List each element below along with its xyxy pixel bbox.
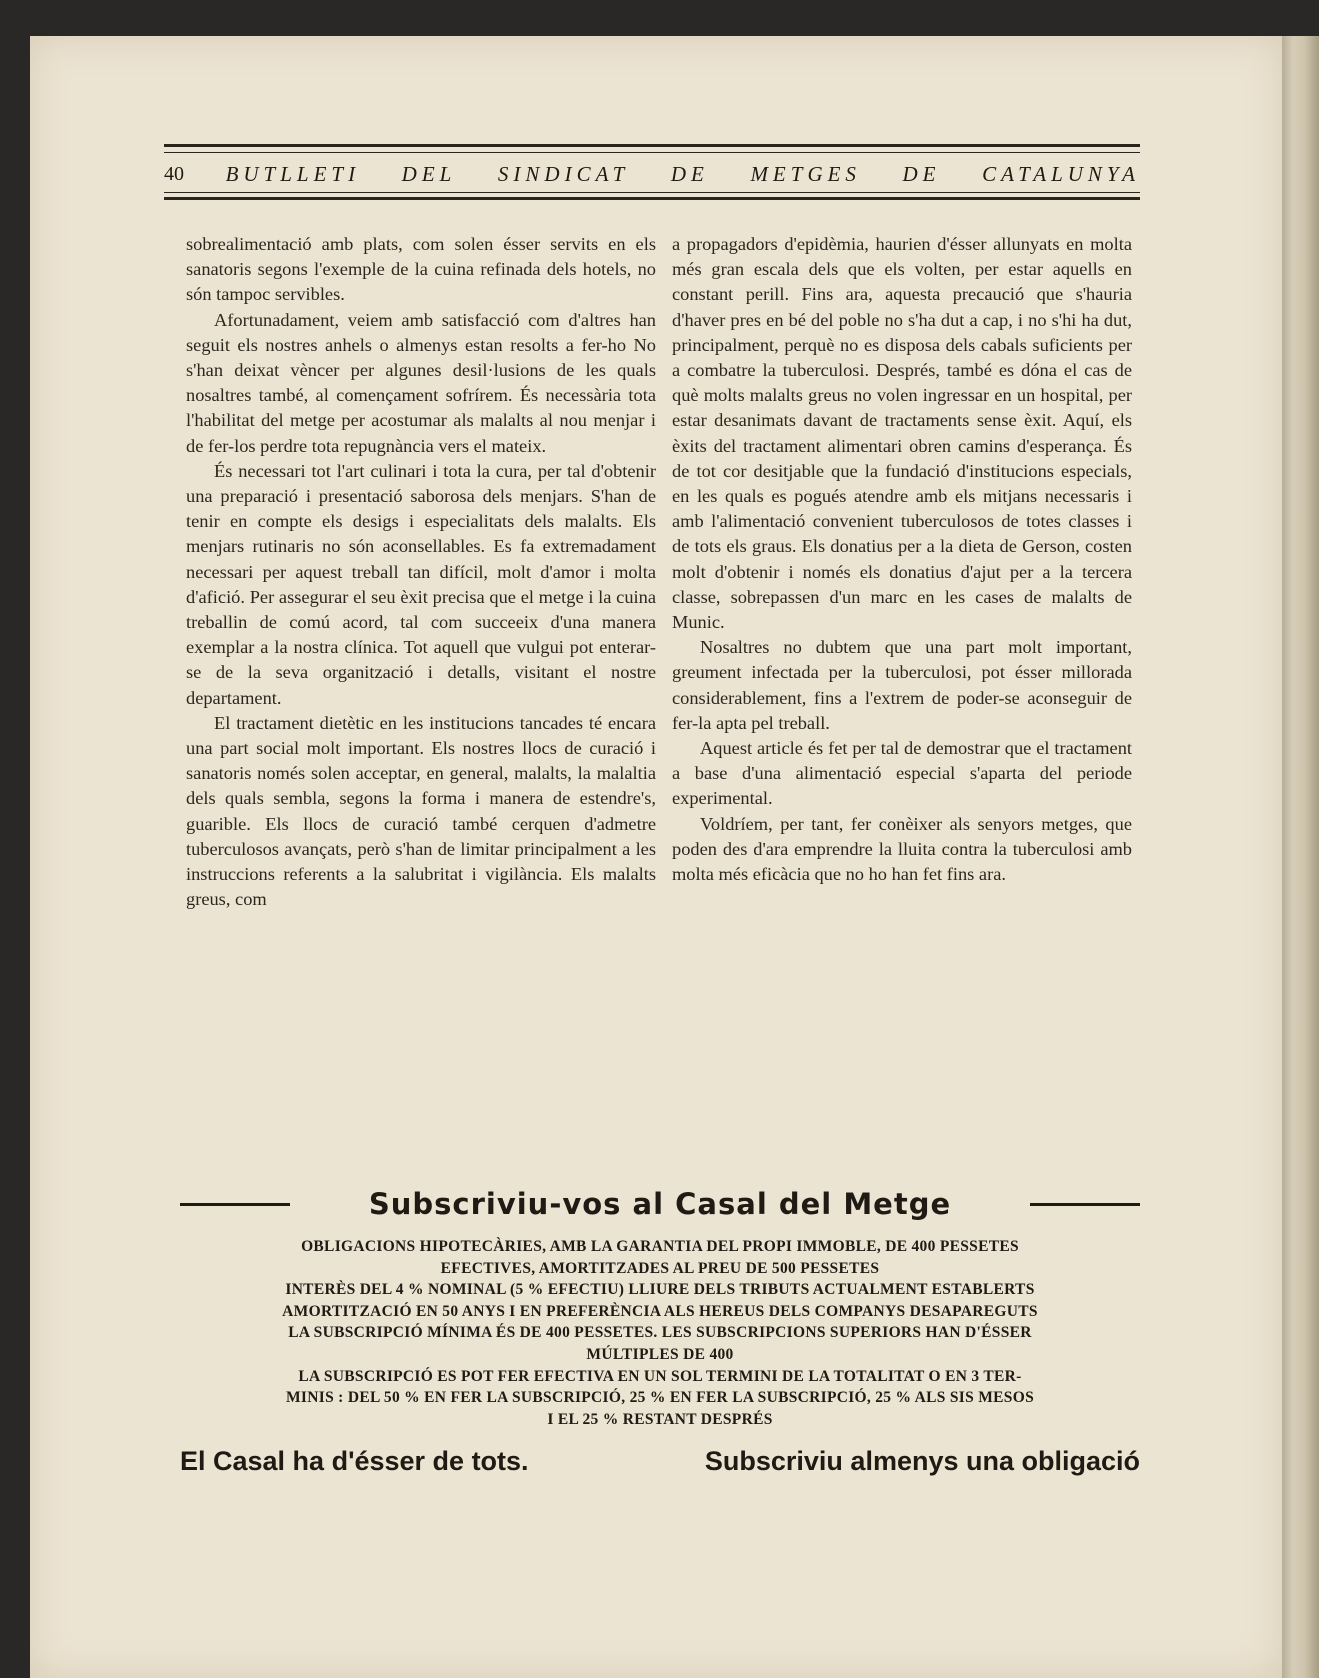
ad-term-line: LA SUBSCRIPCIÓ MÍNIMA ÉS DE 400 PESSETES. LES SUBSCRIPCIONS SUPERIORS HAN D'ÉSSER [288,1324,1032,1342]
journal-title-word: DE [670,161,709,186]
journal-title-word: DE [902,161,941,186]
paragraph: El tractament dietètic en les institucions tancades té encara una part social molt important. Els nostres llocs de curació i sanatoris només solen acceptar, en general, malalts, la malaltia dels quals sembla, segons la forma i manera de estendre's, guarible. Els llocs de curació també cerquen d'admetre tuberculosos avançats, però s'han de limitar principalment a les instruccions referents a la salubritat i vigilància. Els malalts greus, com [186,712,656,910]
left-text-column [186,232,656,912]
ad-term-line: MINIS : DEL 50 % EN FER LA SUBSCRIPCIÓ, 25 % EN FER LA SUBSCRIPCIÓ, 25 % ALS SIS MESOS [286,1389,1034,1407]
header-rule-bottom [164,197,1140,200]
journal-title-word: SINDICAT [497,161,630,186]
header-rule-top [164,144,1140,147]
ad-title-rule-right [1030,1203,1140,1206]
paragraph: Nosaltres no dubtem que una part molt important, greument infectada per la tuberculosi, pot ésser millorada considerablement, fins a l'extrem de poder-se aconseguir de fer-la apta pel treball. [672,637,1132,733]
ad-title-row [180,1180,1140,1228]
header-row [164,160,1140,188]
ad-slogans [180,1446,1140,1477]
slogan-left: El Casal ha d'ésser de tots. [180,1446,529,1476]
page-number: 40 [164,162,184,185]
ad-term-line: INTERÈS DEL 4 % NOMINAL (5 % EFECTIU) LLIURE DELS TRIBUTS ACTUALMENT ESTABLERTS [285,1281,1035,1299]
header-rule-bottom-thin [164,192,1140,193]
ad-term-line: EFECTIVES, AMORTITZADES AL PREU DE 500 PESSETES [440,1259,880,1277]
running-header [164,108,1140,204]
paragraph: És necessari tot l'art culinari i tota la cura, per tal d'obtenir una preparació i presentació saborosa dels menjars. S'han de tenir en compte els desigs i especialitats dels malalts. Els menjars rutinaris no són aconsellables. Es fa extremadament necessari per aquest treball tan difícil, molt d'amor i molta d'afició. Per assegurar el seu èxit precisa que el metge i la cuina treballin de comú acord, tal com succeeix d'una manera exemplar a la nostra clínica. Tot aquell que vulgui pot enterar-se de la seva organització i detalls, visitant el nostre departament. [186,460,656,708]
paragraph: Aquest article és fet per tal de demostrar que el tractament a base d'una alimentació especial s'aparta del periode experimental. [672,738,1132,809]
book-spine [1282,36,1319,1678]
ad-term-line: LA SUBSCRIPCIÓ ES POT FER EFECTIVA EN UN SOL TERMINI DE LA TOTALITAT O EN 3 TER- [298,1367,1022,1385]
journal-title-word: METGES [750,161,861,186]
paragraph: a propagadors d'epidèmia, haurien d'ésser allunyats en molta més gran escala dels que els volten, per estar aquells en constant perill. Fins ara, aquesta precaució que s'hauria d'haver pres en bé del poble no s'ha dut a cap, i no s'hi ha dut, principalment, perquè no es disposa dels cabals suficients per a combatre la tuberculosi. Després, també es dóna el cas de què molts malalts greus no volen ingressar en un hospital, per estar desanimats davant de tractaments sense èxit. Aquí, els èxits del tractament alimentari obren camins d'esperança. És de tot cor desitjable que la fundació d'institucions especials, en les quals es pogués atendre amb els mitjans necessaris i amb l'alimentació convenient tuberculosos de totes classes i de tots els graus. Els donatius per a la dieta de Gerson, costen molt d'obtenir i només els donatius d'ajut per a la tercera classe, sobrepassen d'un marc en les cases de malalts de Munic. [672,234,1132,633]
ad-term-line: AMORTITZACIÓ EN 50 ANYS I EN PREFERÈNCIA ALS HEREUS DELS COMPANYS DESAPAREGUTS [282,1302,1038,1320]
ad-term-line: OBLIGACIONS HIPOTECÀRIES, AMB LA GARANTIA DEL PROPI IMMOBLE, DE 400 PESSETES [301,1238,1019,1255]
subscription-advertisement [180,1180,1140,1476]
ad-term-line: MÚLTIPLES DE 400 [586,1345,734,1363]
journal-title-word: DEL [401,161,457,186]
header-rule-top-thin [164,152,1140,153]
right-text-column [672,232,1132,887]
paragraph: Voldríem, per tant, fer conèixer als senyors metges, que poden des d'ara emprendre la lluita contra la tuberculosi amb molta més eficàcia que no ho han fet fins ara. [672,813,1132,885]
ad-terms [180,1236,1140,1430]
slogan-right: Subscriviu almenys una obligació [704,1446,1140,1476]
journal-title-word: BUTLLETI [225,161,361,186]
journal-title-word: CATALUNYA [982,161,1140,186]
paragraph: Afortunadament, veiem amb satisfacció com d'altres han seguit els nostres anhels o almenys estan resolts a fer-ho No s'han deixat vèncer per algunes desil·lusions de les quals nosaltres també, al començament sofrírem. És necessària tota l'habilitat del metge per acostumar als malalts al nou menjar i de fer-los perdre tota repugnància vers el mateix. [186,309,656,456]
ad-title-rule-left [180,1203,290,1206]
paragraph: sobrealimentació amb plats, com solen ésser servits en els sanatoris segons l'exemple de la cuina refinada dels hotels, no són tampoc servibles. [186,234,656,305]
ad-term-line: I EL 25 % RESTANT DESPRÉS [547,1410,773,1428]
ad-title: Subscriviu-vos al Casal del Metge [368,1187,952,1221]
